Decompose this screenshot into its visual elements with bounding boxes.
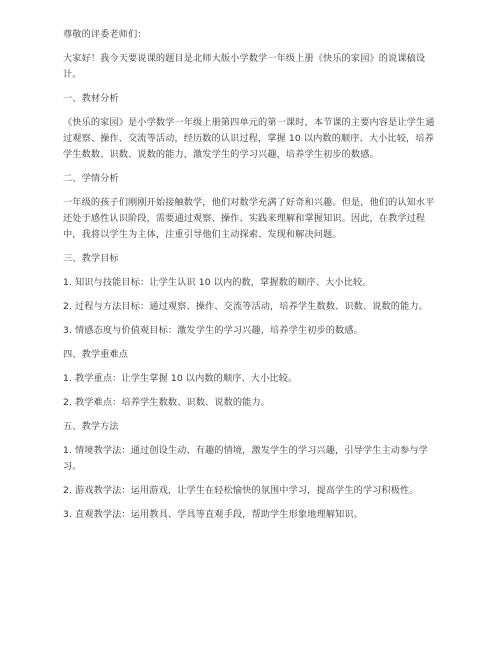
textbook-analysis-paragraph: 《快乐的家园》是小学数学一年级上册第四单元的第一课时，本节课的主要内容是让学生通过观察、操作、交流等活动，经历数的认识过程，掌握 10 以内数的顺序、大小比较，培养学生数数、识数、说数的能力，激发学生的学习兴趣，培养学生初步的数感。: [63, 117, 435, 160]
teaching-method-item: 3. 直观教学法：运用教具、学具等直观手段，帮助学生形象地理解知识。: [63, 509, 363, 520]
teaching-method-item: 2. 游戏教学法：运用游戏，让学生在轻松愉快的氛围中学习，提高学生的学习积极性。: [63, 485, 419, 496]
key-point-item: 2. 教学难点：培养学生数数、识数、说数的能力。: [63, 397, 271, 408]
section-heading-textbook-analysis: 一、教材分析: [63, 93, 119, 104]
section-heading-teaching-methods: 五、教学方法: [63, 421, 119, 432]
teaching-goal-item: 2. 过程与方法目标：通过观察、操作、交流等活动，培养学生数数、识数、说数的能力。: [63, 301, 428, 312]
greeting: 尊敬的评委老师们：: [63, 29, 147, 40]
student-analysis-paragraph: 一年级的孩子们刚刚开始接触数学，他们对数学充满了好奇和兴趣。但是，他们的认知水平还处于感性认识阶段，需要通过观察、操作、实践来理解和掌握知识。因此，在教学过程中，我将以学生为主体，注重引导他们主动探索、发现和解决问题。: [63, 197, 435, 240]
document-body: [63, 27, 443, 531]
section-heading-student-analysis: 二、学情分析: [63, 173, 119, 184]
teaching-goal-item: 1. 知识与技能目标：让学生认识 10 以内的数，掌握数的顺序、大小比较。: [63, 277, 372, 288]
section-heading-teaching-goals: 三、教学目标: [63, 253, 119, 264]
teaching-goal-item: 3. 情感态度与价值观目标：激发学生的学习兴趣，培养学生初步的数感。: [63, 325, 363, 336]
intro-paragraph: 大家好！我今天要说课的题目是北师大版小学数学一年级上册《快乐的家园》的说课稿设计。: [63, 53, 426, 80]
section-heading-key-points: 四、教学重难点: [63, 349, 129, 360]
teaching-method-item: 1. 情境教学法：通过创设生动、有趣的情境，激发学生的学习兴趣，引导学生主动参与学习。: [63, 445, 428, 472]
key-point-item: 1. 教学重点：让学生掌握 10 以内数的顺序、大小比较。: [63, 373, 298, 384]
